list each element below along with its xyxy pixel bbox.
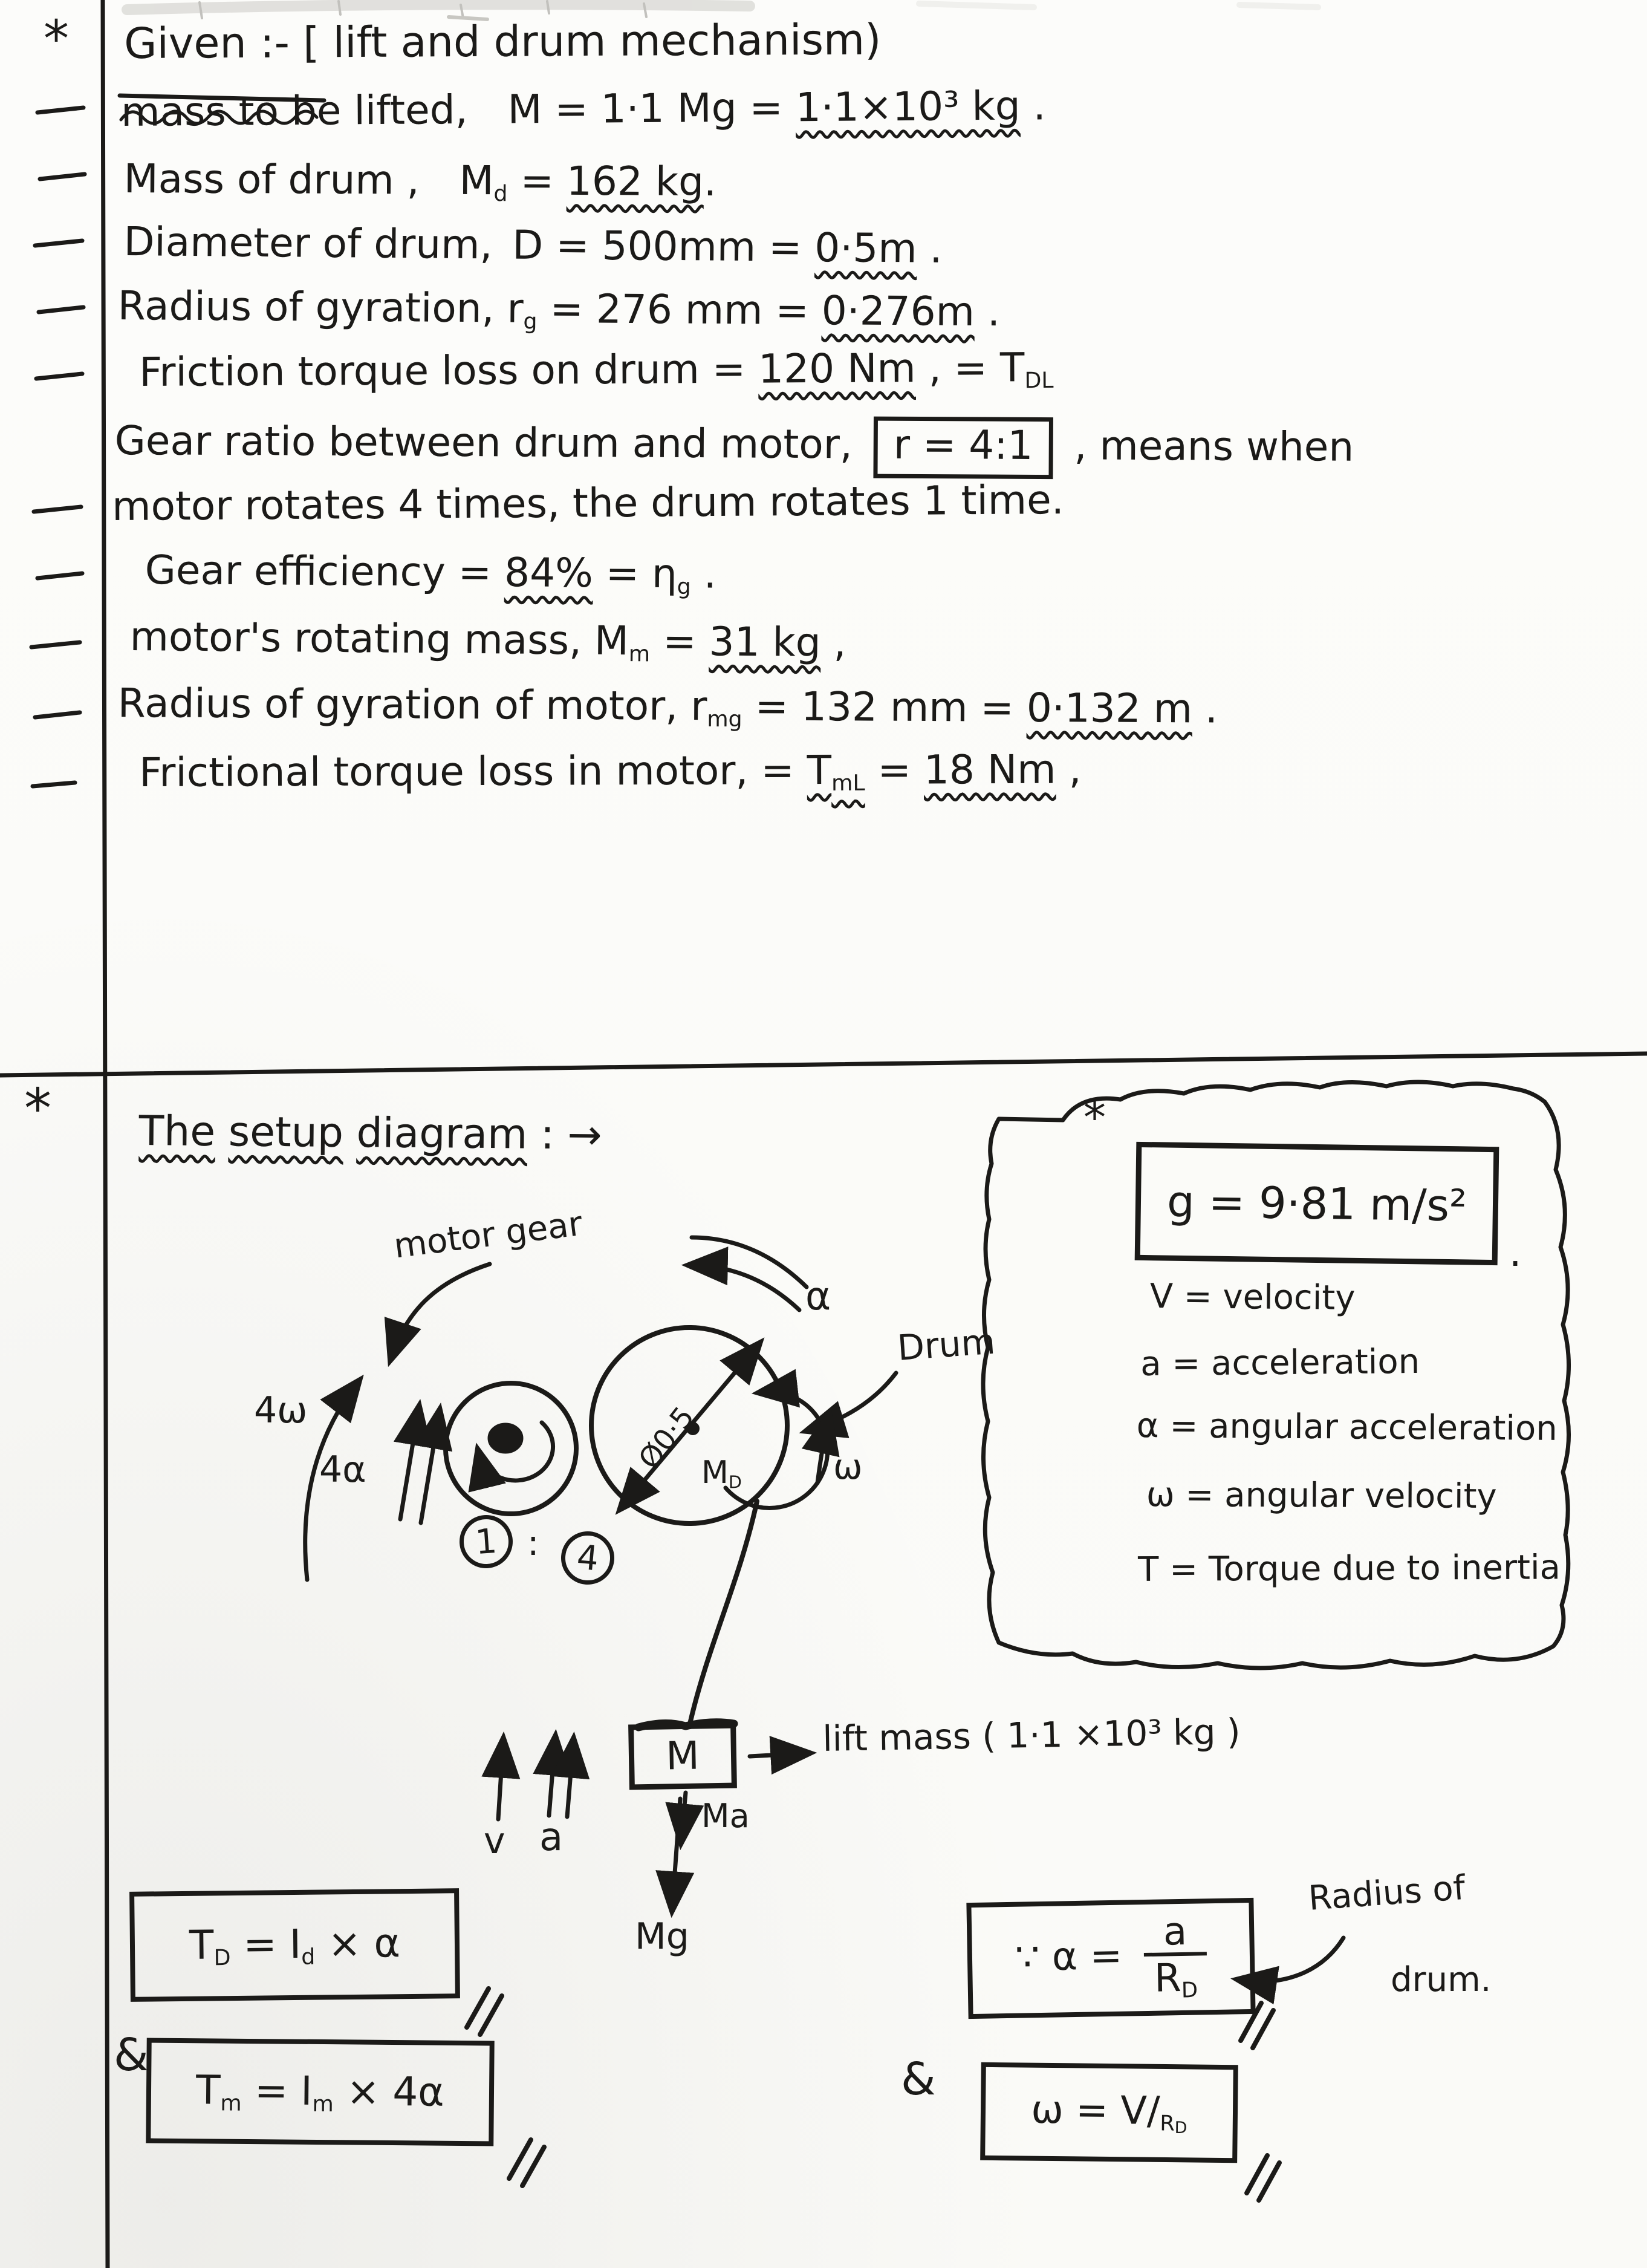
- text-run: T: [195, 2066, 221, 2114]
- gravity-box: [1135, 1142, 1499, 1265]
- text-run: Friction torque loss on drum =: [138, 345, 759, 396]
- text-run: Gear ratio between drum and motor,: [114, 417, 866, 468]
- given-line-drum-friction: [139, 345, 1054, 398]
- text-run: setup: [228, 1108, 344, 1157]
- given-line-drum-gyration: [117, 283, 1000, 337]
- given-line-gear-ratio: [114, 412, 1354, 481]
- ampersand-left: &: [114, 2029, 149, 2081]
- motor-gear-label: motor gear: [391, 1204, 585, 1266]
- given-line-rotation-note: [112, 477, 1064, 530]
- text-run: : →: [527, 1110, 602, 1159]
- text-run: = I: [241, 2067, 313, 2114]
- text-run: Radius of gyration, r: [117, 282, 524, 332]
- angular-acceleration-equation-box: [966, 1898, 1255, 2019]
- text-run: .: [917, 225, 943, 272]
- text-run: [ lift and drum mechanism): [289, 15, 882, 68]
- text-run: × α: [314, 1919, 401, 1967]
- text-run: mass to be lifted,: [120, 86, 468, 135]
- four-omega-label: 4ω: [254, 1389, 308, 1432]
- text-run: .: [1020, 82, 1046, 129]
- given-line-motor-gyration: [118, 680, 1218, 734]
- text-run: R: [1154, 1956, 1182, 2002]
- drum-label: Drum: [895, 1320, 997, 1369]
- margin-rule: [103, 0, 108, 2268]
- given-line-motor-friction: [139, 747, 1082, 798]
- setup-heading: [138, 1108, 602, 1159]
- text-run: ,: [820, 619, 846, 666]
- text-run: 1·1×10³ kg: [795, 82, 1021, 131]
- text-run: =: [649, 618, 709, 665]
- text-run: mg: [707, 705, 742, 732]
- given-line-gear-efficiency: [145, 547, 716, 599]
- text-run: Gear efficiency =: [145, 547, 505, 596]
- text-run: 162 kg: [566, 157, 704, 206]
- drum-torque-equation-box: [129, 1888, 460, 2002]
- text-run: m: [628, 640, 651, 667]
- margin-star-top: *: [44, 9, 69, 68]
- alpha-arc-outer: [693, 1265, 799, 1310]
- ma-label: Ma: [701, 1797, 750, 1835]
- motor-gear-hub: [490, 1425, 521, 1452]
- text-run: M = 1·1 Mg =: [467, 84, 796, 133]
- radius-note-line2: drum.: [1391, 1960, 1492, 1999]
- text-run: Mass of drum , M: [123, 155, 494, 204]
- text-run: = 276 mm =: [537, 285, 822, 334]
- text-run: mL: [831, 769, 865, 796]
- legend-item-angular-velocity: ω = angular velocity: [1146, 1475, 1497, 1517]
- text-run: ∵ α =: [1015, 1933, 1135, 1981]
- text-run: g: [677, 573, 691, 600]
- text-run: 0·132 m: [1026, 684, 1193, 732]
- rope: [690, 1501, 757, 1721]
- four-alpha-arrow-2: [421, 1414, 439, 1523]
- accel-label: a: [539, 1815, 564, 1860]
- text-run: .: [974, 288, 1001, 336]
- text-run: ω = V/: [1030, 2087, 1160, 2134]
- gear-ratio-motor-value: 1: [473, 1521, 499, 1562]
- radius-note-line1: Radius of: [1307, 1868, 1467, 1918]
- gear-ratio-colon: :: [527, 1522, 539, 1563]
- motor-torque-equation-box: [146, 2038, 494, 2146]
- text-run: d: [301, 1943, 316, 1970]
- text-run: Radius of gyration of motor, r: [117, 680, 707, 730]
- four-alpha-arrow-1: [400, 1410, 418, 1519]
- text-run: .: [703, 158, 717, 206]
- text-run: 0·5m: [814, 224, 917, 272]
- legend-item-torque: T = Torque due to inertia: [1137, 1548, 1561, 1589]
- alpha-arc-inner: [692, 1237, 807, 1287]
- accel-arrow-1: [549, 1741, 555, 1816]
- text-run: R: [1160, 2111, 1175, 2136]
- angular-acceleration-equation: [1015, 1911, 1208, 2005]
- accel-arrow-2: [567, 1743, 573, 1817]
- text-run: DL: [1024, 367, 1054, 394]
- motor-gear-arrow: [392, 1264, 490, 1356]
- drum-diameter-label: Ø0·5: [632, 1400, 701, 1476]
- four-alpha-label: 4α: [319, 1448, 366, 1491]
- text-run: g: [523, 308, 538, 334]
- text-run: 84%: [504, 549, 594, 597]
- text-run: 18 Nm: [923, 746, 1056, 793]
- text-run: D: [213, 1944, 231, 1970]
- text-run: =: [507, 157, 567, 204]
- given-line-lifted-mass: [121, 83, 1046, 135]
- drum-torque-equation: [189, 1920, 401, 1971]
- text-run: Given :-: [123, 18, 290, 68]
- omega-label: ω: [833, 1446, 863, 1487]
- drum-label-arrow: [810, 1373, 896, 1430]
- fraction-denominator: [1144, 1952, 1207, 2003]
- text-run: T: [189, 1921, 214, 1969]
- text-run: The: [138, 1107, 216, 1156]
- text-run: T: [807, 747, 832, 794]
- drum-mass-label: [701, 1455, 742, 1492]
- gear-ratio-drum-value: 4: [575, 1537, 600, 1579]
- legend-item-velocity: V = velocity: [1149, 1277, 1356, 1318]
- velocity-label: v: [484, 1820, 505, 1862]
- text-run: M: [701, 1455, 729, 1491]
- section-divider: [0, 1054, 1647, 1075]
- text-run: D: [728, 1471, 742, 1493]
- motor-torque-equation: [196, 2067, 444, 2117]
- text-run: r = 4:1: [874, 417, 1053, 479]
- given-line-drum-mass: [124, 156, 717, 207]
- text-run: = η: [593, 550, 678, 598]
- fraction: [1143, 1911, 1207, 2002]
- legend-item-angular-acceleration: α = angular acceleration: [1136, 1406, 1558, 1448]
- text-run: .: [1192, 685, 1218, 732]
- text-run: diagram: [356, 1109, 528, 1159]
- legend-item-acceleration: a = acceleration: [1140, 1341, 1420, 1384]
- text-run: g = 9·81 m/s²: [1166, 1176, 1467, 1231]
- lift-mass-symbol: M: [665, 1733, 700, 1779]
- mg-arrow: [672, 1799, 680, 1906]
- text-run: m: [312, 2090, 334, 2117]
- text-run: ,: [1056, 746, 1082, 793]
- text-run: , = T: [915, 344, 1025, 392]
- text-run: Frictional torque loss in motor, =: [138, 747, 807, 796]
- given-line-motor-mass: [129, 614, 846, 668]
- text-run: d: [493, 180, 508, 207]
- text-run: motor's rotating mass, M: [129, 613, 629, 665]
- lift-mass-pointer: [750, 1753, 805, 1756]
- text-run: = I: [230, 1920, 302, 1968]
- text-run: , means when: [1061, 422, 1354, 471]
- text-run: D: [1181, 1978, 1198, 2003]
- text-run: 31 kg: [709, 618, 821, 666]
- text-run: 120 Nm: [758, 345, 916, 393]
- radius-note-arrow: [1242, 1938, 1343, 1981]
- lift-mass-box: [628, 1722, 737, 1790]
- text-run: motor rotates 4 times, the drum rotates 1 time.: [111, 477, 1064, 530]
- text-run: [215, 1108, 229, 1156]
- text-run: = 132 mm =: [742, 683, 1027, 731]
- legend-star: *: [1083, 1092, 1106, 1144]
- alpha-label: α: [805, 1274, 831, 1319]
- velocity-arrow: [498, 1743, 503, 1819]
- margin-dashes: [31, 108, 85, 786]
- text-run: [343, 1109, 357, 1157]
- text-run: =: [865, 746, 924, 793]
- lift-mass-note: lift mass ( 1·1 ×10³ kg ): [822, 1710, 1241, 1759]
- gravity-value: [1167, 1176, 1467, 1231]
- mg-label: Mg: [635, 1915, 689, 1958]
- given-heading: [124, 15, 882, 68]
- angular-velocity-equation: [1031, 2088, 1187, 2137]
- text-run: m: [220, 2089, 242, 2116]
- given-line-drum-diameter: [123, 219, 943, 272]
- text-run: Diameter of drum, D = 500mm =: [123, 218, 815, 271]
- text-run: × 4α: [333, 2067, 445, 2116]
- ampersand-right: &: [901, 2053, 936, 2105]
- gravity-period: .: [1509, 1231, 1522, 1276]
- text-run: D: [1174, 2119, 1187, 2138]
- margin-star-setup: *: [24, 1077, 51, 1141]
- fraction-numerator: a: [1163, 1909, 1187, 1955]
- text-run: .: [690, 550, 717, 598]
- angular-velocity-equation-box: [980, 2062, 1238, 2163]
- text-run: 0·276m: [821, 287, 975, 335]
